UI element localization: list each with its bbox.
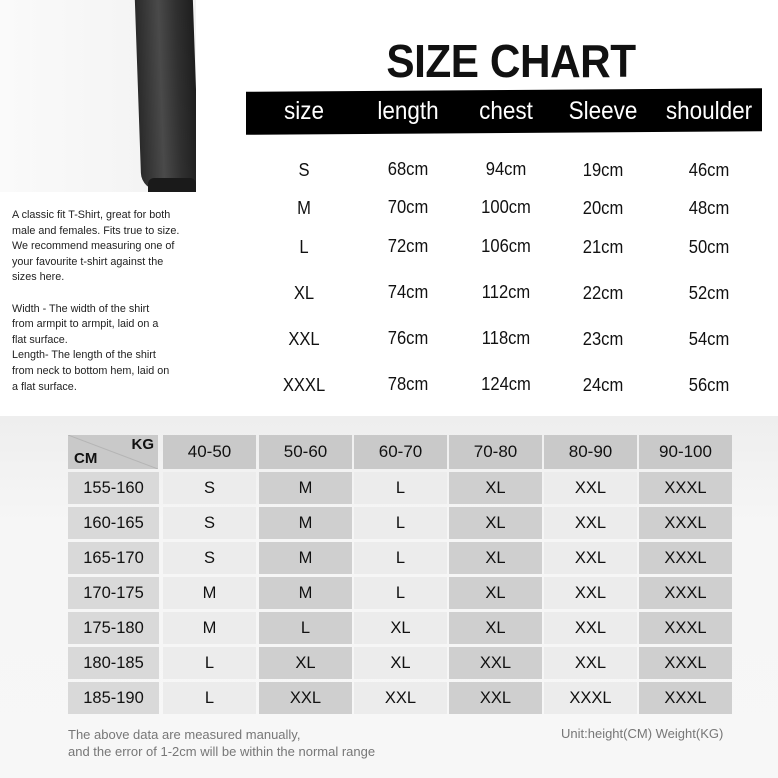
size-chart-value: 112cm [481,282,531,302]
recommended-size-cell: M [259,472,352,504]
recommended-size-cell: XL [449,472,542,504]
recommended-size-cell: M [163,612,256,644]
recommended-size-cell: XXXL [544,682,637,714]
description-line: sizes here. [12,271,65,284]
product-photo [0,0,196,192]
product-description [12,208,198,394]
size-chart-value: 50cm [688,237,730,257]
recommended-size-cell: S [163,507,256,539]
recommended-size-cell: L [259,612,352,644]
size-chart-size-label: XL [293,283,315,303]
recommended-size-cell: XXL [544,612,637,644]
size-chart-value: 48cm [688,198,730,218]
size-chart-value: 76cm [387,328,429,348]
recommended-size-cell: XL [449,507,542,539]
size-chart-value: 21cm [582,237,624,257]
model-leg [135,0,196,191]
size-chart-size-label: M [297,198,311,218]
size-chart-value: 19cm [582,160,624,180]
recommended-size-cell: XL [259,647,352,679]
height-range-cell: 185-190 [68,682,159,714]
height-range-cell: 160-165 [68,507,159,539]
size-chart-size-label: L [299,237,309,257]
recommended-size-cell: XL [449,612,542,644]
height-range-cell: 165-170 [68,542,159,574]
recommended-size-cell: S [163,542,256,574]
size-chart-header-cell: Sleeve [568,97,638,125]
weight-header-cell: 90-100 [639,435,732,469]
recommended-size-cell: L [163,682,256,714]
description-line: A classic fit T-Shirt, great for both [12,209,171,221]
recommended-size-cell: XXXL [639,682,732,714]
description-line: your favourite t-shirt against the [12,255,164,268]
recommended-size-cell: XL [354,612,447,644]
size-chart-title: SIZE CHART [386,35,636,87]
size-chart-value: 78cm [387,374,429,394]
description-line: flat surface. [12,333,68,346]
description-line: a flat surface. [12,380,77,393]
recommended-size-cell: XXL [259,682,352,714]
description-line: from neck to bottom hem, laid on [12,364,170,377]
size-chart-size-label: XXXL [282,375,326,395]
size-chart-value: 46cm [688,160,730,180]
description-paragraph-measure [12,302,198,394]
recommended-size-cell: XXXL [639,612,732,644]
note-line: The above data are measured manually, [68,727,301,742]
recommended-size-cell: XXXL [639,472,732,504]
size-chart-value: 106cm [481,236,531,256]
weight-header-cell: 80-90 [544,435,637,469]
weight-header-cell: 60-70 [354,435,447,469]
recommended-size-cell: XXXL [639,507,732,539]
recommended-size-cell: M [259,577,352,609]
description-line: male and females. Fits true to size. [12,224,180,237]
description-line: Length- The length of the shirt [12,349,156,362]
size-chart-value: 124cm [481,374,531,394]
size-chart-value: 23cm [582,329,624,349]
recommended-size-cell: L [163,647,256,679]
size-chart-value: 68cm [387,159,429,179]
weight-header-cell: 40-50 [163,435,256,469]
unit-label: Unit:height(CM) Weight(KG) [561,726,724,741]
recommended-size-cell: L [354,507,447,539]
size-chart-header-cell: size [283,97,325,125]
weight-header-cell: 50-60 [259,435,352,469]
recommended-size-cell: XL [449,577,542,609]
recommended-size-cell: L [354,542,447,574]
recommended-size-cell: XXL [544,577,637,609]
height-range-cell: 180-185 [68,647,159,679]
height-range-cell: 155-160 [68,472,159,504]
size-chart-value: 22cm [582,283,624,303]
recommended-size-cell: M [259,507,352,539]
recommended-size-cell: XXL [544,647,637,679]
description-line: We recommend measuring one of [12,240,175,253]
recommended-size-cell: XL [449,542,542,574]
weight-header-cell: 70-80 [449,435,542,469]
height-range-cell: 175-180 [68,612,159,644]
recommended-size-cell: XXXL [639,542,732,574]
size-chart-value: 72cm [387,236,429,256]
size-chart-value: 118cm [481,328,531,348]
size-chart-size-label: S [298,160,310,180]
size-chart-value: 100cm [481,197,531,217]
recommended-size-cell: M [163,577,256,609]
recommended-size-cell: XXL [544,542,637,574]
description-paragraph-fit [12,208,198,286]
recommended-size-cell: M [259,542,352,574]
size-chart-header-cell: chest [479,97,533,125]
size-chart-value: 74cm [387,282,429,302]
recommended-size-cell: XXXL [639,647,732,679]
size-chart-value: 24cm [582,375,624,395]
size-chart-header-cell: shoulder [665,97,753,125]
recommended-size-cell: XXL [449,682,542,714]
height-range-cell: 170-175 [68,577,159,609]
size-chart-value: 70cm [387,197,429,217]
size-chart-size-label: XXL [288,329,320,349]
recommended-size-cell: XXL [449,647,542,679]
recommended-size-cell: XXL [354,682,447,714]
corner-weight-label: KG [131,436,154,453]
size-chart-value: 52cm [688,283,730,303]
recommended-size-cell: XXL [544,472,637,504]
size-chart-header-cell: length [377,97,439,125]
model-shoe [148,178,196,192]
recommended-size-cell: XXXL [639,577,732,609]
description-line: Width - The width of the shirt [12,302,150,315]
recommended-size-cell: L [354,577,447,609]
recommended-size-cell: S [163,472,256,504]
measurement-note [68,726,375,760]
description-line: from armpit to armpit, laid on a [12,318,159,331]
size-chart-value: 54cm [688,329,730,349]
size-chart-value: 94cm [485,159,527,179]
size-chart-value: 56cm [688,375,730,395]
recommended-size-cell: XL [354,647,447,679]
note-line: and the error of 1-2cm will be within the normal range [68,744,376,759]
fit-grid-corner [68,435,158,469]
corner-height-label: CM [74,450,98,467]
recommended-size-cell: XXL [544,507,637,539]
recommended-size-cell: L [354,472,447,504]
size-chart-value: 20cm [582,198,624,218]
